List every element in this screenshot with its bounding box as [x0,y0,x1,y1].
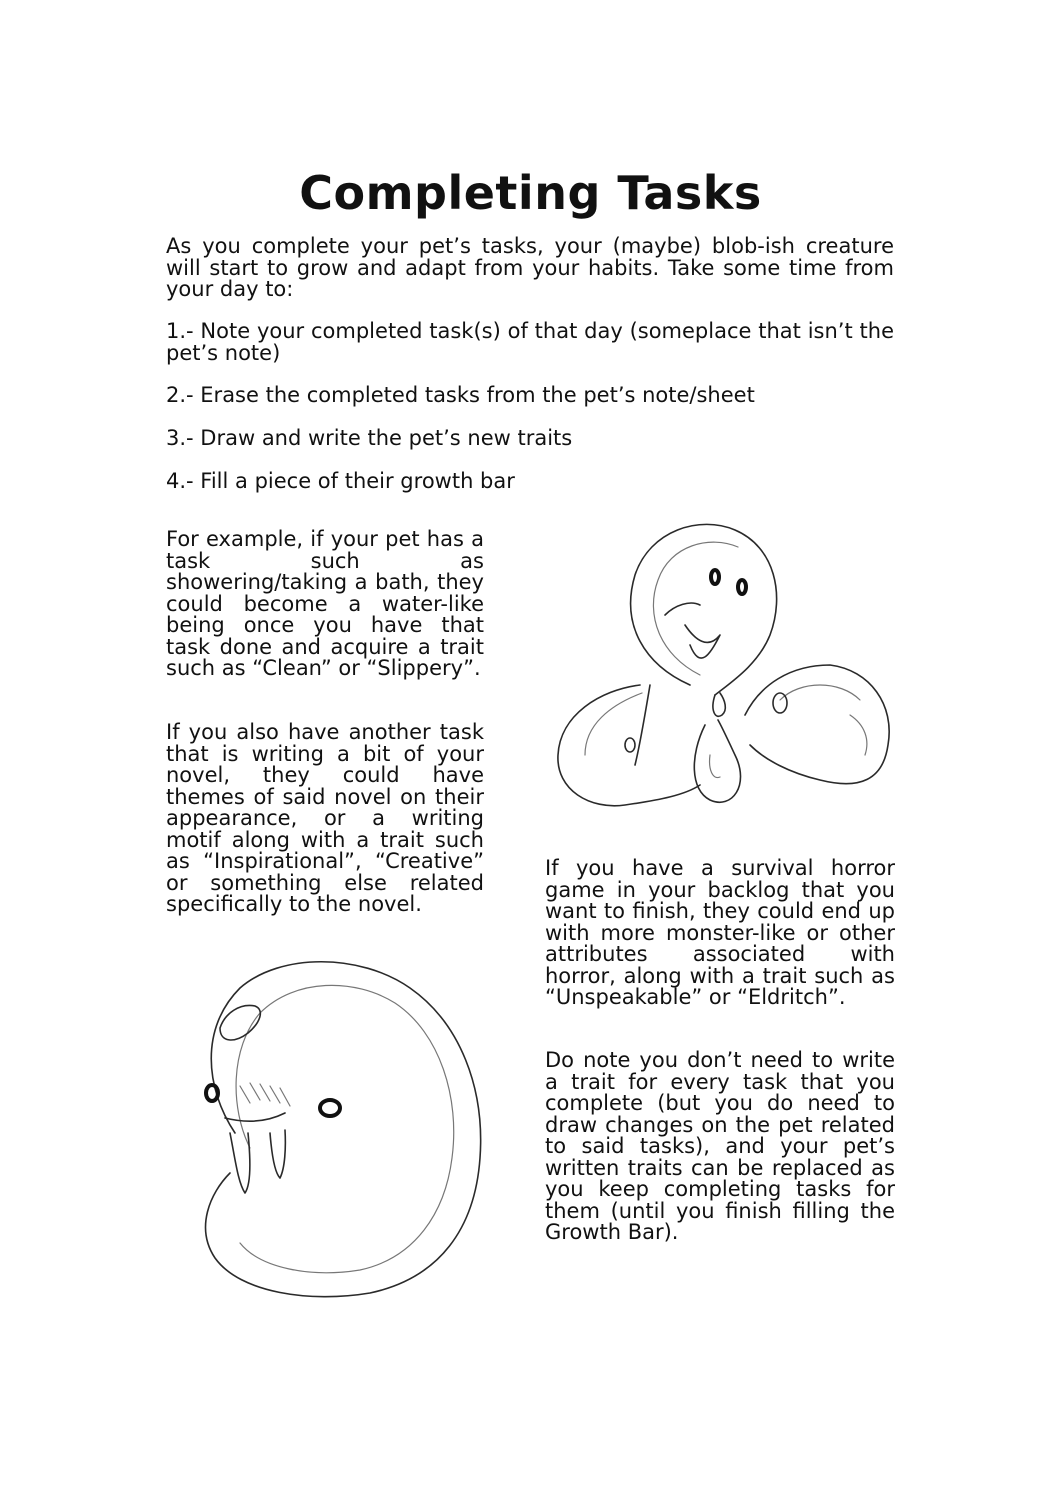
water-pet-illustration [550,515,900,825]
trait-note-paragraph: Do note you don’t need to write a trait for every task that you complete (but you do need to draw changes on the pet related to said tasks), and your pet’s written traits can be replaced as you keep completing tasks for them (until you finish filling the Growth Bar). [545,1048,895,1244]
blob-pet-illustration [190,958,490,1303]
example-horror-paragraph: If you have a survival horror game in your backlog that you want to finish, they could end up with more monster-like or other attributes associated with horror, along with a trait such as “Unspeakable” or “Eldritch”. [545,856,895,1009]
step-2: 2.- Erase the completed tasks from the pet’s note/sheet [166,383,755,407]
example-water-paragraph: For example, if your pet has a task such as showering/taking a bath, they could become a water-like being once you have that task done and acquire a trait such as “Clean” or “Slippery”. [166,527,484,680]
step-1: 1.- Note your completed task(s) of that day (someplace that isn’t the pet’s note) [166,319,894,365]
intro-paragraph: As you complete your pet’s tasks, your (maybe) blob-ish creature will start to grow and adapt from your habits. Take some time from your day to: [166,234,894,301]
example-novel-paragraph: If you also have another task that is writing a bit of your novel, they could have themes of said novel on their appearance, or a writing motif along with a trait such as “Inspirational”, “Creative” or something else related specifically to the novel. [166,720,484,916]
page-title: Completing Tasks [299,166,762,220]
step-3: 3.- Draw and write the pet’s new traits [166,426,573,450]
step-4: 4.- Fill a piece of their growth bar [166,469,515,493]
